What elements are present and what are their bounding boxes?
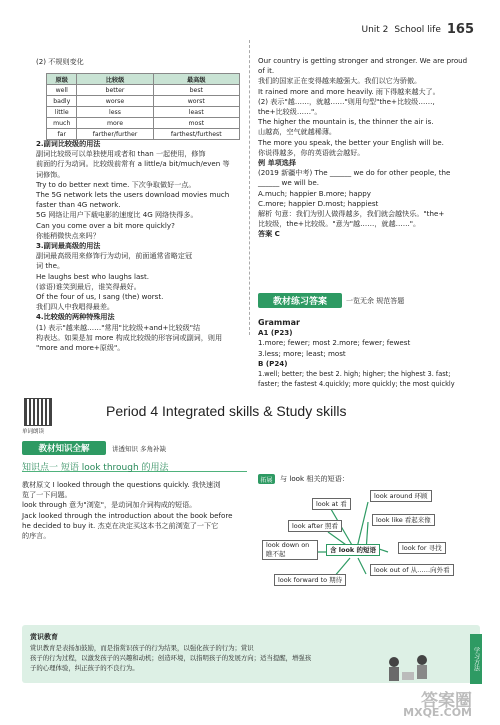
text-line: 词 the。 (36, 261, 65, 271)
reading-figures-icon (380, 652, 440, 684)
text-line: 山越高，空气就越稀薄。 (258, 127, 337, 137)
text-line: 你说得越多，你的英语就会越好。 (258, 147, 365, 157)
table-cell: much (47, 118, 77, 129)
table-cell: worst (153, 96, 239, 107)
irregular-heading: (2) 不规则变化 (36, 57, 84, 66)
phrase-look-after: look after 照看 (288, 520, 342, 532)
table-cell: far (47, 129, 77, 140)
table-cell: well (47, 85, 77, 96)
phrase-look-around: look around 环顾 (370, 490, 432, 502)
page-header (361, 22, 474, 37)
period-title: Period 4 Integrated skills & Study skills (106, 403, 347, 419)
text-line: 孩子的行为过程，以激发孩子的兴趣和动机；创造环境，以指明孩子的发展方向；适当提醒，增强孩 (30, 654, 312, 663)
table-header-row (47, 74, 240, 85)
phrase-look-for: look for 寻找 (398, 542, 446, 554)
table-row (47, 118, 240, 129)
text-line: 3.副词最高级的用法 (36, 241, 101, 251)
unit-title: School life (394, 24, 441, 35)
text-line: faster than 4G network. (36, 200, 121, 210)
text-line: C.more; happier D.most; happiest (258, 198, 379, 208)
knowledge-note: 讲透知识 多角补缺 (112, 445, 167, 453)
knowledge-point-heading: 知识点一 短语 look through 的用法 (22, 460, 247, 472)
text-line: (2) 表示"越……，就越……"则用句型"the+比较级……, (258, 96, 435, 106)
diagram-title: 与 look 相关的短语： (280, 474, 349, 483)
qr-code-icon (24, 398, 52, 426)
text-line: Our country is getting stronger and stronger. We are proud (258, 56, 468, 65)
table-header: 原级 (47, 74, 77, 85)
answers-note: 一览无余 规范答题 (346, 297, 405, 305)
text-line: 览了一下问题。 (22, 490, 72, 500)
phrase-look-like: look like 看起来像 (372, 514, 435, 526)
text-line: 构表达。如果是加 more 构成比较级的形容词或副词，则用 (36, 332, 223, 342)
phrase-look-forward-to: look forward to 期待 (274, 574, 346, 586)
answers-line: 3.less; more; least; most (258, 348, 346, 358)
table-cell: farther/further (77, 129, 153, 140)
text-line: 前面的行为动词。比较级前常有 a little/a bit/much/even 等 (36, 159, 230, 169)
text-line: 词修饰。 (36, 169, 65, 179)
watermark-url: MXQE.COM (403, 706, 472, 719)
text-line: look through 意为"浏览"，是动词加介词构成的短语。 (22, 500, 197, 510)
table-cell: least (153, 107, 239, 118)
text-line: Try to do better next time. 下次争取做好一点。 (36, 179, 196, 189)
text-line: Jack looked through the introduction about the book before (22, 510, 233, 520)
column-divider (249, 40, 250, 335)
text-line: 副词比较级可以单独使用或者和 than 一起使用，修饰 (36, 149, 206, 159)
phrase-look-down-on: look down on 瞧不起 (262, 540, 318, 560)
text-line: 2.副词比较级的用法 (36, 139, 101, 148)
table-cell: best (153, 85, 239, 96)
table-cell: farthest/furthest (153, 129, 239, 140)
qr-label: 单词朗读 (22, 429, 45, 435)
left-column-text (36, 139, 246, 353)
text-line: 的序言。 (22, 531, 51, 541)
text-line: 副词最高级用来修饰行为动词，前面通常省略定冠 (36, 251, 193, 261)
side-tab: 学习方法 (470, 634, 482, 684)
extension-tag: 拓展 (258, 474, 275, 484)
answers-line: B (P24) (258, 358, 288, 368)
text-line: 赏识教育是表扬加鼓励，而是指赏识孩子的行为结果，以强化孩子的行为；赏识 (30, 644, 254, 652)
text-line: The 5G network lets the users download movies much (36, 190, 230, 200)
text-line: 比较级，the+比较级。"意为"越……，就越……"。 (258, 219, 421, 229)
tip-label: 赏识教育 (30, 633, 58, 641)
page-number: 165 (446, 22, 474, 37)
text-line: 我们四人中我唱得最差。 (36, 302, 115, 312)
table-header: 比较级 (77, 74, 153, 85)
table-cell: less (77, 107, 153, 118)
phrase-look-out-of: look out of 从……向外看 (370, 564, 454, 576)
text-line: of it. (258, 66, 275, 76)
text-line: A.much; happier B.more; happy (258, 188, 371, 198)
text-line: the+比较级……"。 (258, 107, 322, 117)
text-line: "more and more+原级"。 (36, 343, 125, 353)
text-line: 5G 网络让用户下载电影的速度比 4G 网络快得多。 (36, 210, 198, 220)
text-line: The more you speak, the better your English will be. (258, 137, 444, 147)
text-line: 子的心理体验，纠正孩子的不良行为。 (30, 664, 139, 673)
table-row (47, 107, 240, 118)
connector-line (358, 558, 366, 574)
answers-line: 1.well; better; the best 2. high; higher; the highest 3. fast; (258, 370, 451, 379)
answers-line: 1.more; fewer; most 2.more; fewer; fewest (258, 338, 411, 348)
answers-block (258, 318, 480, 389)
table-row (47, 129, 240, 140)
answers-line: Grammar (258, 318, 300, 327)
table-cell: badly (47, 96, 77, 107)
table-header: 最高级 (153, 74, 239, 85)
text-line: 例 单项选择 (258, 158, 296, 168)
table-cell: more (77, 118, 153, 129)
table-cell: most (153, 118, 239, 129)
comparison-table (46, 73, 240, 140)
knowledge-banner: 教材知识全解 (22, 441, 106, 455)
answers-line: A1 (P23) (258, 328, 293, 338)
knowledge-text (22, 480, 248, 541)
table-cell: little (47, 107, 77, 118)
text-line: 教材原文 I looked through the questions quickly. 我快速浏 (22, 480, 221, 489)
table-cell: worse (77, 96, 153, 107)
text-line: 你能稍微快点来吗？ (36, 230, 100, 240)
text-line: Can you come over a bit more quickly? (36, 220, 175, 230)
text-line: he decided to buy it. 杰克在决定买这本书之前浏览了一下它 (22, 520, 219, 530)
watermark: 答案圈 (421, 691, 472, 711)
tip-text (30, 643, 440, 674)
right-column-text (258, 56, 480, 240)
text-line: It rained more and more heavily. 雨下得越来越大了。 (258, 86, 440, 96)
table-row (47, 85, 240, 96)
text-line: 4.比较级的两种特殊用法 (36, 312, 115, 322)
text-line: ______ we will be. (258, 178, 320, 188)
unit-label: Unit 2 (361, 24, 389, 35)
text-line: (2019 新疆中考) The ______ we do for other people, the (258, 168, 451, 178)
text-line: 我们的国家正在变得越来越强大。我们以它为骄傲。 (258, 76, 422, 86)
table-cell: better (77, 85, 153, 96)
answers-banner: 教材练习答案 (258, 293, 342, 308)
diagram-center: 含 look 的短语 (326, 544, 380, 556)
text-line: (谚语)谁笑到最后，谁笑得最好。 (36, 281, 141, 291)
text-line: (1) 表示"越来越……"常用"比较级+and+比较级"结 (36, 322, 201, 332)
text-line: 答案 C (258, 229, 280, 239)
text-line: Of the four of us, I sang (the) worst. (36, 292, 164, 302)
text-line: The higher the mountain is, the thinner the air is. (258, 117, 434, 127)
text-line: 解析 句意：我们为别人做得越多，我们就会越快乐。"the+ (258, 209, 445, 219)
table-row (47, 96, 240, 107)
phrase-look-at: look at 看 (312, 498, 351, 510)
answers-line: faster; the fastest 4.quickly; more quickly; the most quickly (258, 380, 455, 389)
text-line: He laughs best who laughs last. (36, 271, 150, 281)
